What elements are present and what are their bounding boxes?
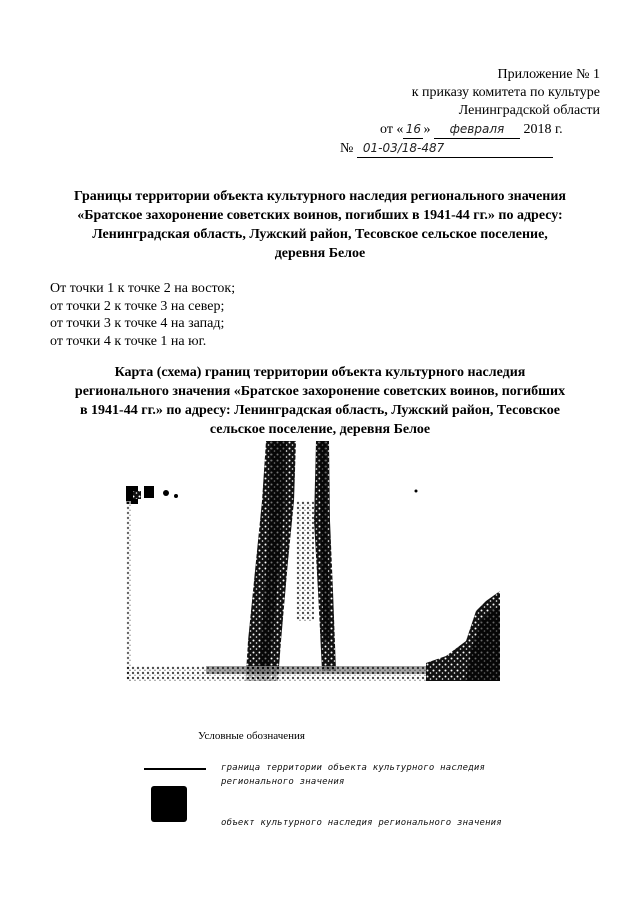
order-number-handwritten: 01-03/18-487: [357, 139, 553, 158]
point-step: от точки 2 к точке 3 на север;: [50, 298, 225, 314]
date-day-handwritten: 16: [403, 120, 423, 139]
legend-object-label: объект культурного наследия регионального значения: [221, 818, 502, 828]
legend-caption: Условные обозначения: [198, 730, 305, 742]
annex-date: от « 16 » февраля 2018 г.: [380, 122, 563, 137]
point-step: от точки 3 к точке 4 на запад;: [50, 316, 225, 331]
map-title: Карта (схема) границ территории объекта культурного наследия регионального значения «Братское захоронение советских воинов, погибших в 1941-44 гг.» по адресу: Ленинградская область, Лужский район, Тесовское сельское поселение, деревня Белое: [74, 365, 566, 437]
boundary-description: [50, 280, 235, 350]
date-month-handwritten: февраля: [434, 120, 520, 139]
site-map-photo: [126, 441, 500, 721]
document-title: Границы территории объекта культурного наследия регионального значения «Братское захоронение советских воинов, погибших в 1941-44 гг.» по адресу: Ленинградская область, Лужский район, Тесовское сельское поселение, деревня Белое: [73, 189, 566, 261]
annex-region: Ленинградской области: [458, 103, 600, 118]
heritage-object-symbol: [151, 786, 187, 822]
legend-boundary-label: граница территории объекта культурного наследия регионального значения: [221, 763, 486, 787]
annex-number: Приложение № 1: [497, 67, 600, 82]
annex-order-number: № 01-03/18-487: [340, 139, 600, 158]
annex-header: [340, 66, 600, 158]
point-step: от точки 4 к точке 1 на юг.: [50, 333, 207, 349]
annex-order-ref: к приказу комитета по культуре: [411, 85, 600, 100]
boundary-line-symbol: [144, 768, 206, 770]
point-step: От точки 1 к точке 2 на восток;: [50, 281, 236, 296]
